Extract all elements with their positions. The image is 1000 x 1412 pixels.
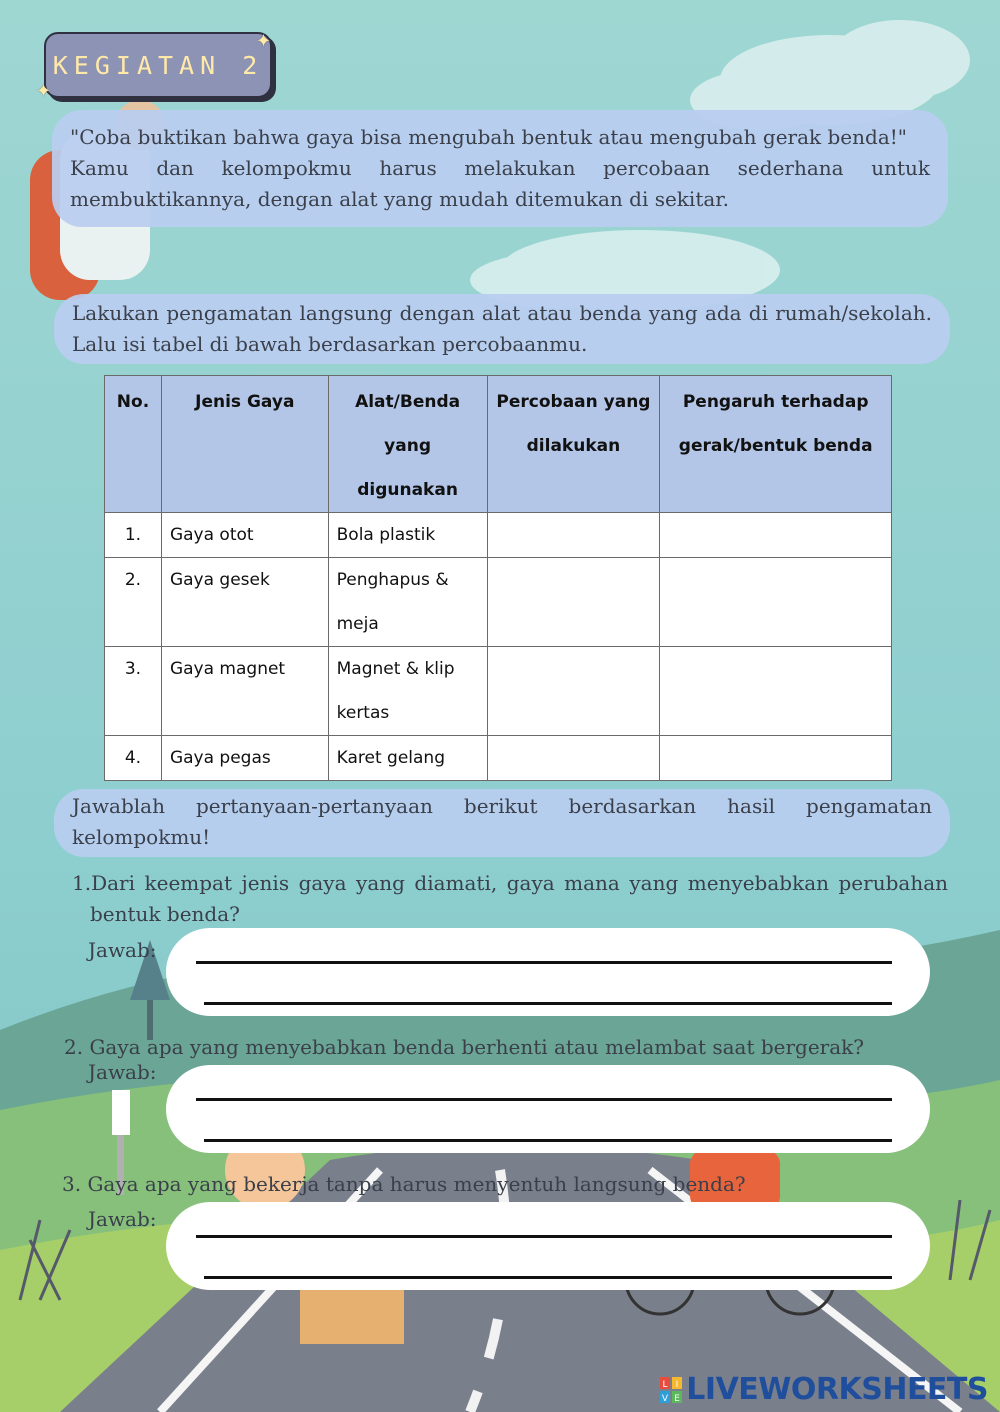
row-jenis-gaya: Gaya otot bbox=[161, 513, 328, 558]
row-pengaruh-cell[interactable] bbox=[660, 558, 892, 647]
header-jenis-gaya: Jenis Gaya bbox=[161, 376, 328, 513]
liveworksheets-logo[interactable] bbox=[660, 1372, 988, 1407]
table-row bbox=[105, 558, 892, 647]
answer-line bbox=[204, 1139, 892, 1142]
question-1-text: 1.Dari keempat jenis gaya yang diamati, gaya mana yang menyebabkan perubahan bentuk benda? bbox=[72, 871, 948, 926]
table-row bbox=[105, 736, 892, 781]
answer-line bbox=[204, 1002, 892, 1005]
row-alat-benda: Karet gelang bbox=[328, 736, 487, 781]
row-number: 1. bbox=[105, 513, 162, 558]
row-jenis-gaya: Gaya magnet bbox=[161, 647, 328, 736]
star-icon: ✦ bbox=[256, 24, 278, 53]
instruction-text: Lakukan pengamatan langsung dengan alat atau benda yang ada di rumah/sekolah. Lalu isi tabel di bawah berdasarkan percobaanmu. bbox=[72, 301, 932, 356]
table-row bbox=[105, 513, 892, 558]
intro-task: Kamu dan kelompokmu harus melakukan percobaan sederhana untuk membuktikannya, dengan alat yang mudah ditemukan di sekitar. bbox=[70, 156, 930, 211]
answer-line bbox=[196, 1235, 892, 1238]
question-3-answer-label: Jawab: bbox=[88, 1207, 157, 1231]
question-3-text: 3. Gaya apa yang bekerja tanpa harus menyentuh langsung benda? bbox=[62, 1172, 746, 1196]
box-icon bbox=[300, 1290, 404, 1344]
header-alat-benda: Alat/Benda yang digunakan bbox=[328, 376, 487, 513]
row-pengaruh-cell[interactable] bbox=[660, 513, 892, 558]
liveworksheets-logo-icon bbox=[660, 1377, 682, 1403]
row-pengaruh-cell[interactable] bbox=[660, 647, 892, 736]
header-pengaruh: Pengaruh terhadap gerak/bentuk benda bbox=[660, 376, 892, 513]
intro-quote: "Coba buktikan bahwa gaya bisa mengubah bentuk atau mengubah gerak benda!" bbox=[70, 125, 907, 149]
intro-bubble bbox=[52, 110, 948, 227]
table-row bbox=[105, 647, 892, 736]
logo-letter-l: L bbox=[662, 1379, 668, 1390]
questions-intro-bubble bbox=[54, 789, 950, 857]
answer-line bbox=[196, 1098, 892, 1101]
observation-table bbox=[104, 375, 892, 781]
row-percobaan-cell[interactable] bbox=[487, 647, 660, 736]
instruction-bubble bbox=[54, 294, 950, 364]
liveworksheets-brand: LIVEWORKSHEETS bbox=[686, 1372, 988, 1407]
answer-line bbox=[196, 961, 892, 964]
row-alat-benda: Bola plastik bbox=[328, 513, 487, 558]
row-jenis-gaya: Gaya pegas bbox=[161, 736, 328, 781]
row-number: 3. bbox=[105, 647, 162, 736]
row-alat-benda: Penghapus & meja bbox=[328, 558, 487, 647]
row-number: 2. bbox=[105, 558, 162, 647]
row-percobaan-cell[interactable] bbox=[487, 513, 660, 558]
header-no: No. bbox=[105, 376, 162, 513]
logo-letter-i: I bbox=[675, 1379, 679, 1390]
table-header-row bbox=[105, 376, 892, 513]
header-percobaan: Percobaan yang dilakukan bbox=[487, 376, 660, 513]
logo-letter-e: E bbox=[674, 1393, 681, 1403]
question-2-text: 2. Gaya apa yang menyebabkan benda berhenti atau melambat saat bergerak? bbox=[64, 1035, 865, 1059]
question-1-answer-label: Jawab: bbox=[88, 938, 157, 962]
star-icon: ✦ bbox=[36, 74, 58, 103]
row-pengaruh-cell[interactable] bbox=[660, 736, 892, 781]
activity-badge-label: KEGIATAN 2 bbox=[52, 50, 264, 80]
question-2-answer-label: Jawab: bbox=[88, 1060, 157, 1084]
row-alat-benda: Magnet & klip kertas bbox=[328, 647, 487, 736]
row-percobaan-cell[interactable] bbox=[487, 736, 660, 781]
questions-intro-text: Jawablah pertanyaan-pertanyaan berikut berdasarkan hasil pengamatan kelompokmu! bbox=[72, 794, 932, 849]
row-percobaan-cell[interactable] bbox=[487, 558, 660, 647]
row-number: 4. bbox=[105, 736, 162, 781]
activity-badge bbox=[36, 24, 278, 103]
logo-letter-v: V bbox=[662, 1393, 669, 1403]
answer-line bbox=[204, 1276, 892, 1279]
row-jenis-gaya: Gaya gesek bbox=[161, 558, 328, 647]
